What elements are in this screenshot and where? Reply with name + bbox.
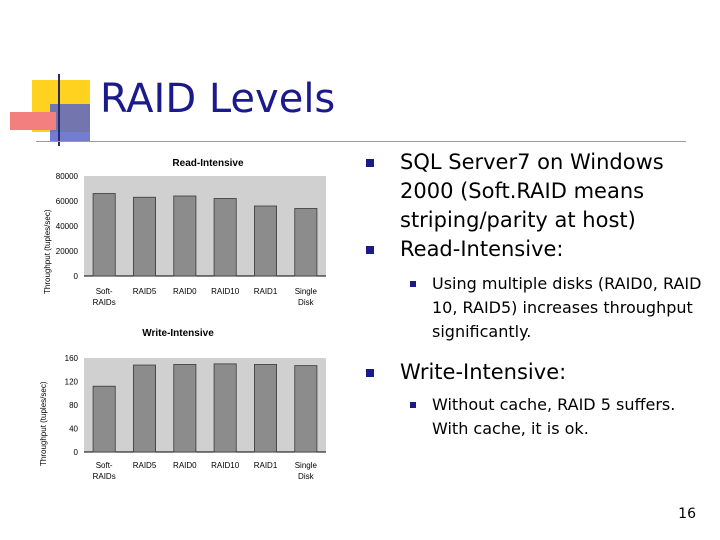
category-label: RAID1	[253, 461, 278, 470]
read-intensive-chart-svg	[28, 150, 330, 318]
y-tick-label: 60000	[55, 197, 78, 206]
bar-raid1	[254, 206, 276, 276]
bullet-square-icon	[366, 369, 374, 377]
bar-soft-raids	[93, 386, 115, 452]
chart-title: Write-Intensive	[142, 328, 214, 339]
plot-area	[84, 176, 326, 276]
bullet-text: Read-Intensive:	[400, 237, 564, 261]
bar-raid0	[174, 364, 196, 452]
category-label: RAID10	[211, 287, 240, 296]
y-axis-label: Throughput (tuples/sec)	[39, 381, 48, 466]
category-label: RAID0	[173, 287, 197, 296]
category-label: RAID5	[132, 461, 157, 470]
y-tick-label: 0	[73, 448, 78, 457]
sub-bullet-cache	[362, 393, 702, 441]
bar-raid5	[133, 197, 155, 276]
y-tick-label: 0	[73, 272, 78, 281]
bullet-square-icon	[410, 402, 416, 408]
bullet-read-intensive	[362, 235, 702, 264]
bullet-square-icon	[410, 281, 416, 287]
bullet-square-icon	[366, 246, 374, 254]
page-number: 16	[678, 506, 696, 522]
bar-raid10	[214, 199, 236, 277]
category-label: RAID10	[211, 461, 240, 470]
category-label: Single Disk	[294, 461, 317, 481]
category-label: RAID5	[132, 287, 157, 296]
title-rule	[36, 141, 686, 142]
deco-blue-square	[50, 104, 90, 142]
y-axis-label: Throughput (tuples/sec)	[43, 209, 52, 294]
bar-raid10	[214, 364, 236, 452]
write-intensive-chart-svg	[28, 320, 330, 494]
chart-title: Read-Intensive	[172, 158, 244, 169]
deco-red-square	[10, 112, 56, 130]
y-tick-label: 40	[69, 424, 78, 434]
bullet-text: Without cache, RAID 5 suffers. With cache, it is ok.	[432, 395, 676, 438]
y-tick-label: 120	[64, 377, 78, 387]
bullet-text: Using multiple disks (RAID0, RAID 10, RAID5) increases throughput significantly.	[432, 274, 702, 341]
bullet-write-intensive	[362, 358, 702, 387]
read-intensive-chart	[28, 150, 330, 322]
bar-raid5	[133, 365, 155, 452]
slide-title: RAID Levels	[100, 76, 336, 122]
y-tick-label: 160	[64, 354, 78, 363]
bullet-text: SQL Server7 on Windows 2000 (Soft.RAID means striping/parity at host)	[400, 150, 664, 232]
y-tick-label: 20000	[55, 247, 78, 256]
write-intensive-chart	[28, 320, 330, 498]
category-label: RAID0	[173, 461, 197, 470]
y-tick-label: 80000	[55, 172, 78, 181]
bullet-list	[362, 148, 702, 441]
bullet-square-icon	[366, 159, 374, 167]
bar-raid0	[174, 196, 196, 276]
category-label: Single Disk	[294, 287, 317, 307]
category-label: Soft-RAIDs	[92, 287, 116, 307]
bar-single-disk	[295, 209, 317, 277]
category-label: Soft-RAIDs	[92, 461, 116, 481]
bar-soft-raids	[93, 194, 115, 277]
bullet-sql-server	[362, 148, 702, 235]
y-tick-label: 80	[69, 401, 78, 410]
bar-single-disk	[295, 366, 317, 452]
plot-area	[84, 358, 326, 452]
bar-raid1	[254, 364, 276, 452]
category-label: RAID1	[253, 287, 278, 296]
deco-vertical-line	[58, 74, 60, 146]
bullet-text: Write-Intensive:	[400, 360, 567, 384]
sub-bullet-multiple-disks	[362, 272, 702, 344]
title-decoration	[0, 0, 100, 145]
y-tick-label: 40000	[55, 222, 78, 231]
